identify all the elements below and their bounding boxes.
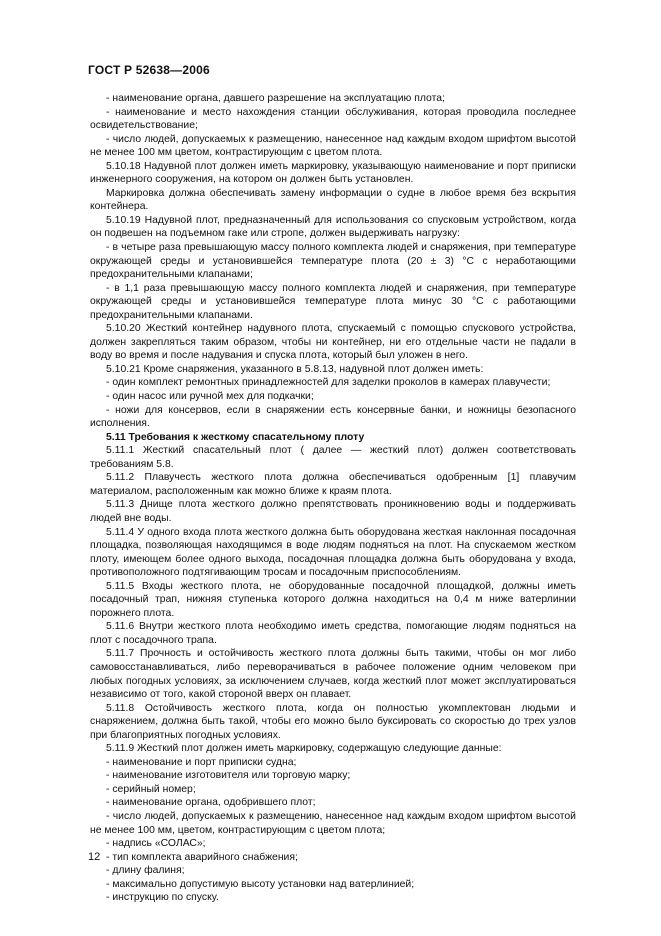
paragraph: - в четыре раза превышающую массу полного комплекта людей и снаряжения, при температуре окружающей среды и установившейся температуре плота (20 ± 3) °С с неработающими предохранительными клапанами; xyxy=(90,242,576,281)
paragraph: - тип комплекта аварийного снабжения; xyxy=(106,851,298,863)
paragraph: Маркировка должна обеспечивать замену информации о судне в любое время без вскрытия контейнера. xyxy=(90,187,576,213)
paragraph: - наименование и порт приписки судна; xyxy=(106,756,297,768)
section-heading: 5.11 Требования к жесткому спасательному плоту xyxy=(106,431,365,443)
paragraph: 5.11.5 Входы жесткого плота, не оборудованные посадочной площадкой, должны иметь посадочный трап, нижняя ступенька которого должна находиться на 0,4 м ниже ватерлинии порожнего плота. xyxy=(90,580,576,619)
paragraph: 5.11.2 Плавучесть жесткого плота должна обеспечиваться одобренным [1] плавучим материалом, расположенным как можно ближе к краям плота. xyxy=(90,472,576,497)
document-body xyxy=(90,92,576,905)
paragraph: - длину фалиня; xyxy=(106,865,185,877)
paragraph: - инструкцию по спуску. xyxy=(106,892,219,904)
page-number: 12 xyxy=(88,851,101,863)
paragraph: 5.11.3 Днище плота жесткого должно препятствовать проникновению воды и поддерживать людей вне воды. xyxy=(90,499,576,524)
paragraph: 5.10.20 Жесткий контейнер надувного плота, спускаемый с помощью спускового устройства, должен закрепляться таким образом, чтобы ни контейнер, ни его отдельные части не падали в воду во время и после надувания и спуска плота, который был уложен в него. xyxy=(90,323,576,362)
paragraph: - один комплект ремонтных принадлежностей для заделки проколов в камерах плавучести; xyxy=(106,377,551,389)
paragraph: - ножи для консервов, если в снаряжении есть консервные банки, и ножницы безопасного исполнения. xyxy=(90,404,576,430)
standard-designation: ГОСТ Р 52638—2006 xyxy=(88,63,210,77)
paragraph: 5.11.4 У одного входа плота жесткого должна быть оборудована жесткая наклонная посадочная площадка, позволяющая находящимся в воде людям подняться на плот. На спускаемом жестком плоту, имеющем более одного выхода, посадочная площадка должна быть оборудована у входа, противоположного подтягивающим тросам и посадочным приспособлениям. xyxy=(90,526,576,579)
paragraph: - наименование органа, давшего разрешение на эксплуатацию плота; xyxy=(106,93,445,104)
paragraph: 5.11.6 Внутри жесткого плота необходимо иметь средства, помогающие людям подняться на плот с посадочного трапа. xyxy=(90,621,576,646)
paragraph: 5.10.19 Надувной плот, предназначенный для использования со спусковым устройством, когда он подвешен на подъемном гаке или стропе, должен выдерживать нагрузку: xyxy=(90,214,576,240)
paragraph: - серийный номер; xyxy=(106,783,196,795)
paragraph: - число людей, допускаемых к размещению, нанесенное над каждым входом шрифтом высотой не менее 100 мм, цветом, контрастирующим с цветом плота; xyxy=(90,810,576,836)
paragraph: - в 1,1 раза превышающую массу полного комплекта людей и снаряжения, при температуре окружающей среды и установившейся температуре плота минус 30 °С с работающими предохранительными клапанами. xyxy=(90,282,576,321)
paragraph: - один насос или ручной мех для подкачки; xyxy=(106,391,314,403)
paragraph: 5.11.7 Прочность и остойчивость жесткого плота должны быть такими, чтобы он мог либо самовосстанавливаться, либо переворачиваться в рабочее положение одним человеком при любых погодных условиях, за исключением случаев, когда жесткий плот может эксплуатироваться независимо от того, какой стороной вверх он плавает. xyxy=(90,648,576,701)
paragraph: - надпись «СОЛАС»; xyxy=(106,838,206,850)
paragraph: 5.10.21 Кроме снаряжения, указанного в 5.8.13, надувной плот должен иметь: xyxy=(106,363,484,375)
paragraph: 5.10.18 Надувной плот должен иметь маркировку, указывающую наименование и порт приписки инженерного сооружения, на котором он должен быть установлен. xyxy=(90,160,576,186)
paragraph: - число людей, допускаемых к размещению, нанесенное над каждым входом шрифтом высотой не менее 100 мм цветом, контрастирующим с цветом плота. xyxy=(90,133,576,159)
paragraph: 5.11.1 Жесткий спасательный плот ( далее — жесткий плот) должен соответствовать требованиям 5.8. xyxy=(90,445,576,470)
paragraph: 5.11.9 Жесткий плот должен иметь маркировку, содержащую следующие данные: xyxy=(106,743,502,755)
paragraph: - наименование изготовителя или торговую марку; xyxy=(106,770,351,782)
paragraph: - максимально допустимую высоту установки над ватерлинией; xyxy=(106,878,415,890)
paragraph: - наименование органа, одобрившего плот; xyxy=(106,797,316,809)
paragraph: 5.11.8 Остойчивость жесткого плота, когда он полностью укомплектован людьми и снаряжением, должна быть такой, чтобы его можно было буксировать со скоростью до трех узлов при благоприятных погодных условиях. xyxy=(90,702,576,741)
paragraph: - наименование и место нахождения станции обслуживания, которая проводила последнее освидетельствование; xyxy=(90,106,576,132)
